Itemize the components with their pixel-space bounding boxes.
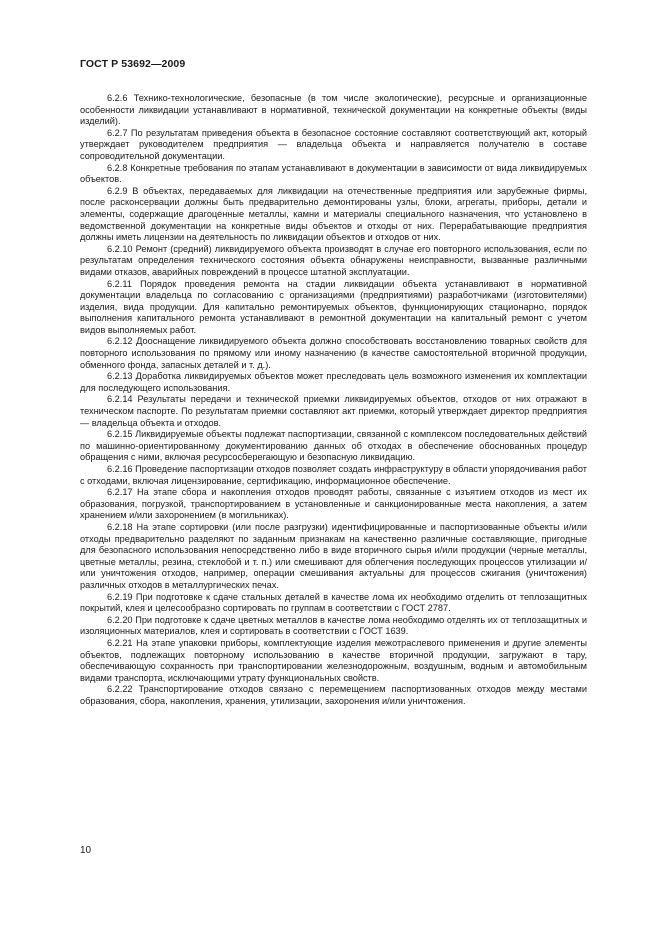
paragraph-6-2-17: 6.2.17 На этапе сбора и накопления отходов проводят работы, связанные с изъятием отходов из мест их образования, погрузкой, транспортированием в установленные и санкционированные места накопления, а затем хранением и/или захоронением (в могильниках). — [80, 487, 587, 521]
paragraph-6-2-18: 6.2.18 На этапе сортировки (или после разгрузки) идентифицированные и паспортизованные объекты и/или отходы предварительно разделяют по заданным признакам на качественно различные составляющие, пригодные для безопасного использования непосредственно либо в виде вторичного сырья и/или продукции (черные металлы, цветные металлы, резина, стеклобой и т. п.) или смешивают для облегчения последующих процессов утилизации и/или уничтожения отходов, например, операции смешивания актуальны для процессов сжигания (уничтожения) различных отходов в металлургических печах. — [80, 521, 587, 590]
paragraph-6-2-16: 6.2.16 Проведение паспортизации отходов позволяет создать инфраструктуру в области упорядочивания работ с отходами, включая лицензирование, сертификацию, информационное обеспечение. — [80, 464, 587, 486]
paragraph-6-2-11: 6.2.11 Порядок проведения ремонта на стадии ликвидации объекта устанавливают в нормативной документации владельца по согласованию с организациями (предприятиями) разработчиками (изготовителями) изделия, вида продукции. Для капитально ремонтируемых объектов, функционирующих стационарно, порядок выполнения капитального ремонта устанавливают в ремонтной документации на капитальный ремонт с учетом видов выполняемых работ. — [80, 278, 587, 335]
document-header: ГОСТ Р 53692—2009 — [80, 58, 186, 70]
paragraph-6-2-12: 6.2.12 Дооснащение ликвидируемого объекта должно способствовать восстановлению товарных свойств для повторного использования по прямому или иному назначению (в качестве самостоятельной вторичной продукции, обменного фонда, запасных деталей и т. д.). — [80, 336, 587, 370]
paragraph-6-2-20: 6.2.20 При подготовке к сдаче цветных металлов в качестве лома необходимо отделять их от теплозащитных и изоляционных материалов, клея и сортировать в соответствии с ГОСТ 1639. — [80, 614, 587, 637]
paragraph-6-2-15: 6.2.15 Ликвидируемые объекты подлежат паспортизации, связанной с комплексом последовательных действий по машинно-ориентированному документированию данных об отходах в обеспечение обоснованных процедур обращения с ними, включая ресурсосберегающую и безопасную ликвидацию. — [80, 429, 587, 463]
paragraph-6-2-22: 6.2.22 Транспортирование отходов связано с перемещением паспортизованных отходов между местами образования, сбора, накопления, хранения, утилизации, захоронения и/или уничтожения. — [80, 684, 587, 706]
document-body — [80, 93, 587, 707]
paragraph-6-2-9: 6.2.9 В объектах, передаваемых для ликвидации на отечественные предприятия или зарубежные фирмы, после расконсервации должны быть предварительно демонтированы узлы, блоки, агрегаты, приборы, детали и элементы, содержащие драгоценные металлы, камни и материалы специального назначения, что установлено в ведомственной документации на конкретные виды объектов и отходы от них. Перерабатывающие предприятия должны иметь лицензии на деятельность по ликвидации объектов и отходов от них. — [80, 185, 587, 243]
page-number: 10 — [80, 845, 92, 856]
paragraph-6-2-21: 6.2.21 На этапе упаковки приборы, комплектующие изделия межотраслевого применения и другие элементы объектов, подлежащих повторному использованию в качестве вторичной продукции, загружают в тару, обеспечивающую сохранность при транспортировании железнодорожным, воздушным, водным и автомобильным видами транспорта, исключающими утрату функциональных свойств. — [80, 637, 587, 683]
paragraph-6-2-14: 6.2.14 Результаты передачи и технической приемки ликвидируемых объектов, отходов от них отражают в техническом паспорте. По результатам приемки составляют акт приемки, который утверждает директор предприятия — владельца объекта и отходов. — [80, 394, 587, 428]
paragraph-6-2-19: 6.2.19 При подготовке к сдаче стальных деталей в качестве лома их необходимо отделить от теплозащитных покрытий, клея и целесообразно сортировать по группам в соответствии с ГОСТ 2787. — [80, 591, 587, 614]
paragraph-6-2-10: 6.2.10 Ремонт (средний) ликвидируемого объекта производят в случае его повторного использования, если по результатам определения технического состояния объекта обнаружены неисправности, вызванные различными видами отказов, аварийных повреждений в процессе штатной эксплуатации. — [80, 243, 587, 277]
paragraph-6-2-8: 6.2.8 Конкретные требования по этапам устанавливают в документации в зависимости от вида ликвидируемых объектов. — [80, 162, 587, 185]
paragraph-6-2-7: 6.2.7 По результатам приведения объекта в безопасное состояние составляют соответствующий акт, который утверждает руководителем предприятия — владельца объекта и направляется получателю в составе сопроводительной документации. — [80, 127, 587, 161]
paragraph-6-2-6: 6.2.6 Технико-технологические, безопасные (в том числе экологические), ресурсные и организационные особенности ликвидации устанавливают в нормативной, технической документации на конкретные объекты (виды изделий). — [80, 93, 587, 127]
paragraph-6-2-13: 6.2.13 Доработка ликвидируемых объектов может преследовать цель возможного изменения их комплектации для последующего использования. — [80, 371, 587, 393]
